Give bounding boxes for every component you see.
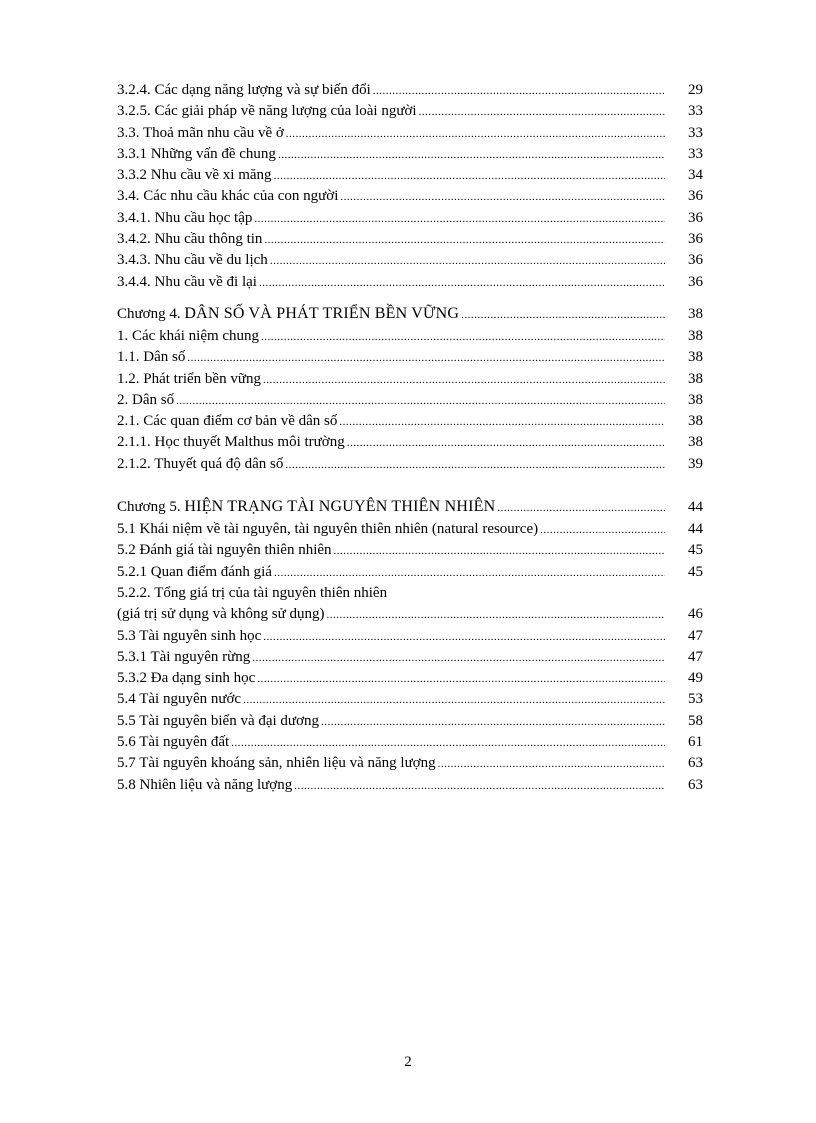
toc-leader-dots xyxy=(438,754,665,775)
toc-entry xyxy=(117,123,703,144)
toc-entry-page: 44 xyxy=(688,521,703,538)
toc-chapter-5 xyxy=(117,495,703,519)
toc-entry-label: 3.3.2 Nhu cầu về xi măng xyxy=(117,167,272,184)
toc-entry xyxy=(117,540,703,561)
section-gap xyxy=(117,475,703,495)
toc-entry-page: 45 xyxy=(688,563,703,580)
toc-entry-page: 49 xyxy=(688,670,703,687)
toc-leader-dots xyxy=(261,327,665,348)
page-number: 2 xyxy=(404,1054,412,1070)
toc-leader-dots xyxy=(339,412,665,433)
toc-entry-label: 3.4. Các nhu cầu khác của con người xyxy=(117,188,339,205)
toc-entry xyxy=(117,144,703,165)
chapter-title: HIỆN TRẠNG TÀI NGUYÊN THIÊN NHIÊN xyxy=(184,498,496,516)
toc-entry-page: 38 xyxy=(688,434,703,451)
toc-entry-label: 3.4.1. Nhu cầu học tập xyxy=(117,209,253,226)
toc-leader-dots xyxy=(187,348,665,369)
table-of-contents xyxy=(117,80,703,796)
toc-entry xyxy=(117,583,703,604)
toc-entry-label: 5.7 Tài nguyên khoáng sản, nhiên liệu và năng lượng xyxy=(117,755,436,772)
toc-entry-page: 44 xyxy=(688,499,703,516)
toc-leader-dots xyxy=(263,627,665,648)
toc-entry xyxy=(117,347,703,368)
toc-entry xyxy=(117,626,703,647)
toc-entry xyxy=(117,753,703,774)
toc-entry-label: (giá trị sử dụng và không sử dụng) xyxy=(117,606,325,623)
toc-entry-page: 45 xyxy=(688,542,703,559)
toc-chapter-4 xyxy=(117,302,703,326)
toc-entry-label: 3.3. Thoả mãn nhu cầu về ở xyxy=(117,124,284,141)
toc-entry-label: 1.2. Phát triển bền vững xyxy=(117,370,261,387)
toc-leader-dots xyxy=(259,273,665,294)
toc-entry-label: 5.2.1 Quan điểm đánh giá xyxy=(117,563,272,580)
toc-entry-page: 36 xyxy=(688,188,703,205)
toc-entry xyxy=(117,432,703,453)
toc-entry-page: 33 xyxy=(688,145,703,162)
toc-entry-label: 1.1. Dân số xyxy=(117,349,186,366)
toc-entry xyxy=(117,711,703,732)
toc-entry-page: 33 xyxy=(688,124,703,141)
section-gap xyxy=(117,293,703,302)
toc-entry-page: 38 xyxy=(688,305,703,322)
toc-leader-dots xyxy=(231,733,665,754)
toc-entry-page: 53 xyxy=(688,691,703,708)
toc-entry xyxy=(117,775,703,796)
toc-entry-label: 2. Dân số xyxy=(117,391,175,408)
toc-entry-page: 46 xyxy=(688,606,703,623)
toc-entry-label: 5.8 Nhiên liệu và năng lượng xyxy=(117,776,293,793)
toc-entry xyxy=(117,229,703,250)
toc-entry xyxy=(117,519,703,540)
toc-leader-dots xyxy=(274,166,665,187)
toc-leader-dots xyxy=(254,209,665,230)
toc-entry xyxy=(117,272,703,293)
toc-entry xyxy=(117,732,703,753)
toc-entry xyxy=(117,668,703,689)
toc-entry-page: 38 xyxy=(688,327,703,344)
toc-entry-page: 39 xyxy=(688,455,703,472)
toc-entry-label: 5.4 Tài nguyên nước xyxy=(117,691,242,708)
toc-entry-label: 5.3.1 Tài nguyên rừng xyxy=(117,648,251,665)
toc-entry-page: 36 xyxy=(688,231,703,248)
toc-entry-page: 47 xyxy=(688,627,703,644)
toc-entry-label: 2.1.2. Thuyết quá độ dân số xyxy=(117,455,284,472)
toc-leader-dots xyxy=(347,433,665,454)
toc-leader-dots xyxy=(540,520,665,541)
toc-entry-label: 3.4.3. Nhu cầu về du lịch xyxy=(117,252,268,269)
toc-entry xyxy=(117,411,703,432)
toc-entry xyxy=(117,101,703,122)
toc-entry-label: 5.2.2. Tổng giá trị của tài nguyên thiên nhiên xyxy=(117,584,388,601)
toc-leader-dots xyxy=(461,303,665,327)
toc-entry-label: 2.1.1. Học thuyết Malthus môi trường xyxy=(117,434,345,451)
toc-entry-label: 5.6 Tài nguyên đất xyxy=(117,734,230,751)
toc-leader-dots xyxy=(252,648,665,669)
toc-entry xyxy=(117,80,703,101)
toc-entry xyxy=(117,186,703,207)
toc-entry xyxy=(117,647,703,668)
toc-entry-label: 5.3.2 Đa dạng sinh học xyxy=(117,670,256,687)
toc-entry xyxy=(117,689,703,710)
toc-leader-dots xyxy=(419,102,665,123)
toc-leader-dots xyxy=(278,145,665,166)
toc-entry xyxy=(117,208,703,229)
toc-entry-label: 3.3.1 Những vấn đề chung xyxy=(117,145,276,162)
toc-entry-page: 58 xyxy=(688,712,703,729)
toc-leader-dots xyxy=(327,605,666,626)
toc-entry xyxy=(117,369,703,390)
toc-entry-page: 47 xyxy=(688,648,703,665)
toc-entry-page: 36 xyxy=(688,209,703,226)
toc-leader-dots xyxy=(286,124,665,145)
toc-entry xyxy=(117,390,703,411)
toc-leader-dots xyxy=(243,690,665,711)
toc-leader-dots xyxy=(497,496,665,520)
toc-entry-label: 3.2.5. Các giải pháp về năng lượng của loài người xyxy=(117,103,417,120)
toc-leader-dots xyxy=(285,455,665,476)
toc-entry-page: 38 xyxy=(688,349,703,366)
toc-entry-page: 29 xyxy=(688,82,703,98)
toc-leader-dots xyxy=(264,230,665,251)
toc-entry xyxy=(117,326,703,347)
toc-entry-label: 5.1 Khái niệm về tài nguyên, tài nguyên thiên nhiên (natural resource) xyxy=(117,521,539,538)
chapter-prefix: Chương 5. xyxy=(117,499,181,516)
toc-leader-dots xyxy=(270,251,665,272)
toc-entry xyxy=(117,454,703,475)
chapter-prefix: Chương 4. xyxy=(117,305,181,322)
toc-entry-label: 3.4.2. Nhu cầu thông tin xyxy=(117,231,263,248)
toc-entry-label: 3.4.4. Nhu cầu về đi lại xyxy=(117,273,257,290)
toc-leader-dots xyxy=(263,370,665,391)
toc-entry xyxy=(117,604,703,625)
toc-entry-label: 2.1. Các quan điểm cơ bản về dân số xyxy=(117,413,338,430)
toc-entry-page: 38 xyxy=(688,413,703,430)
toc-entry-label: 5.5 Tài nguyên biển và đại dương xyxy=(117,712,319,729)
toc-leader-dots xyxy=(340,187,665,208)
toc-entry-page: 38 xyxy=(688,370,703,387)
toc-entry-label: 5.2 Đánh giá tài nguyên thiên nhiên xyxy=(117,542,332,559)
toc-leader-dots xyxy=(321,712,665,733)
toc-entry-page: 38 xyxy=(688,391,703,408)
toc-leader-dots xyxy=(294,776,665,797)
toc-entry-label: 5.3 Tài nguyên sinh học xyxy=(117,627,262,644)
toc-leader-dots xyxy=(274,563,665,584)
toc-entry xyxy=(117,250,703,271)
toc-entry-page: 36 xyxy=(688,273,703,290)
toc-leader-dots xyxy=(334,541,665,562)
toc-entry xyxy=(117,165,703,186)
toc-entry-page: 34 xyxy=(688,167,703,184)
toc-entry-page: 33 xyxy=(688,103,703,120)
toc-chapter-label xyxy=(117,495,495,519)
toc-entry-label: 3.2.4. Các dạng năng lượng và sự biến đổi xyxy=(117,82,371,98)
toc-leader-dots xyxy=(257,669,665,690)
toc-entry-page: 63 xyxy=(688,776,703,793)
toc-entry-label: 1. Các khái niệm chung xyxy=(117,327,260,344)
toc-entry-page: 63 xyxy=(688,755,703,772)
chapter-title: DÂN SỐ VÀ PHÁT TRIỂN BỀN VỮNG xyxy=(184,304,460,322)
toc-entry-page: 36 xyxy=(688,252,703,269)
toc-leader-dots xyxy=(373,81,665,102)
toc-entry xyxy=(117,562,703,583)
toc-chapter-label xyxy=(117,302,459,326)
toc-entry-page: 61 xyxy=(688,734,703,751)
toc-leader-dots xyxy=(176,391,665,412)
